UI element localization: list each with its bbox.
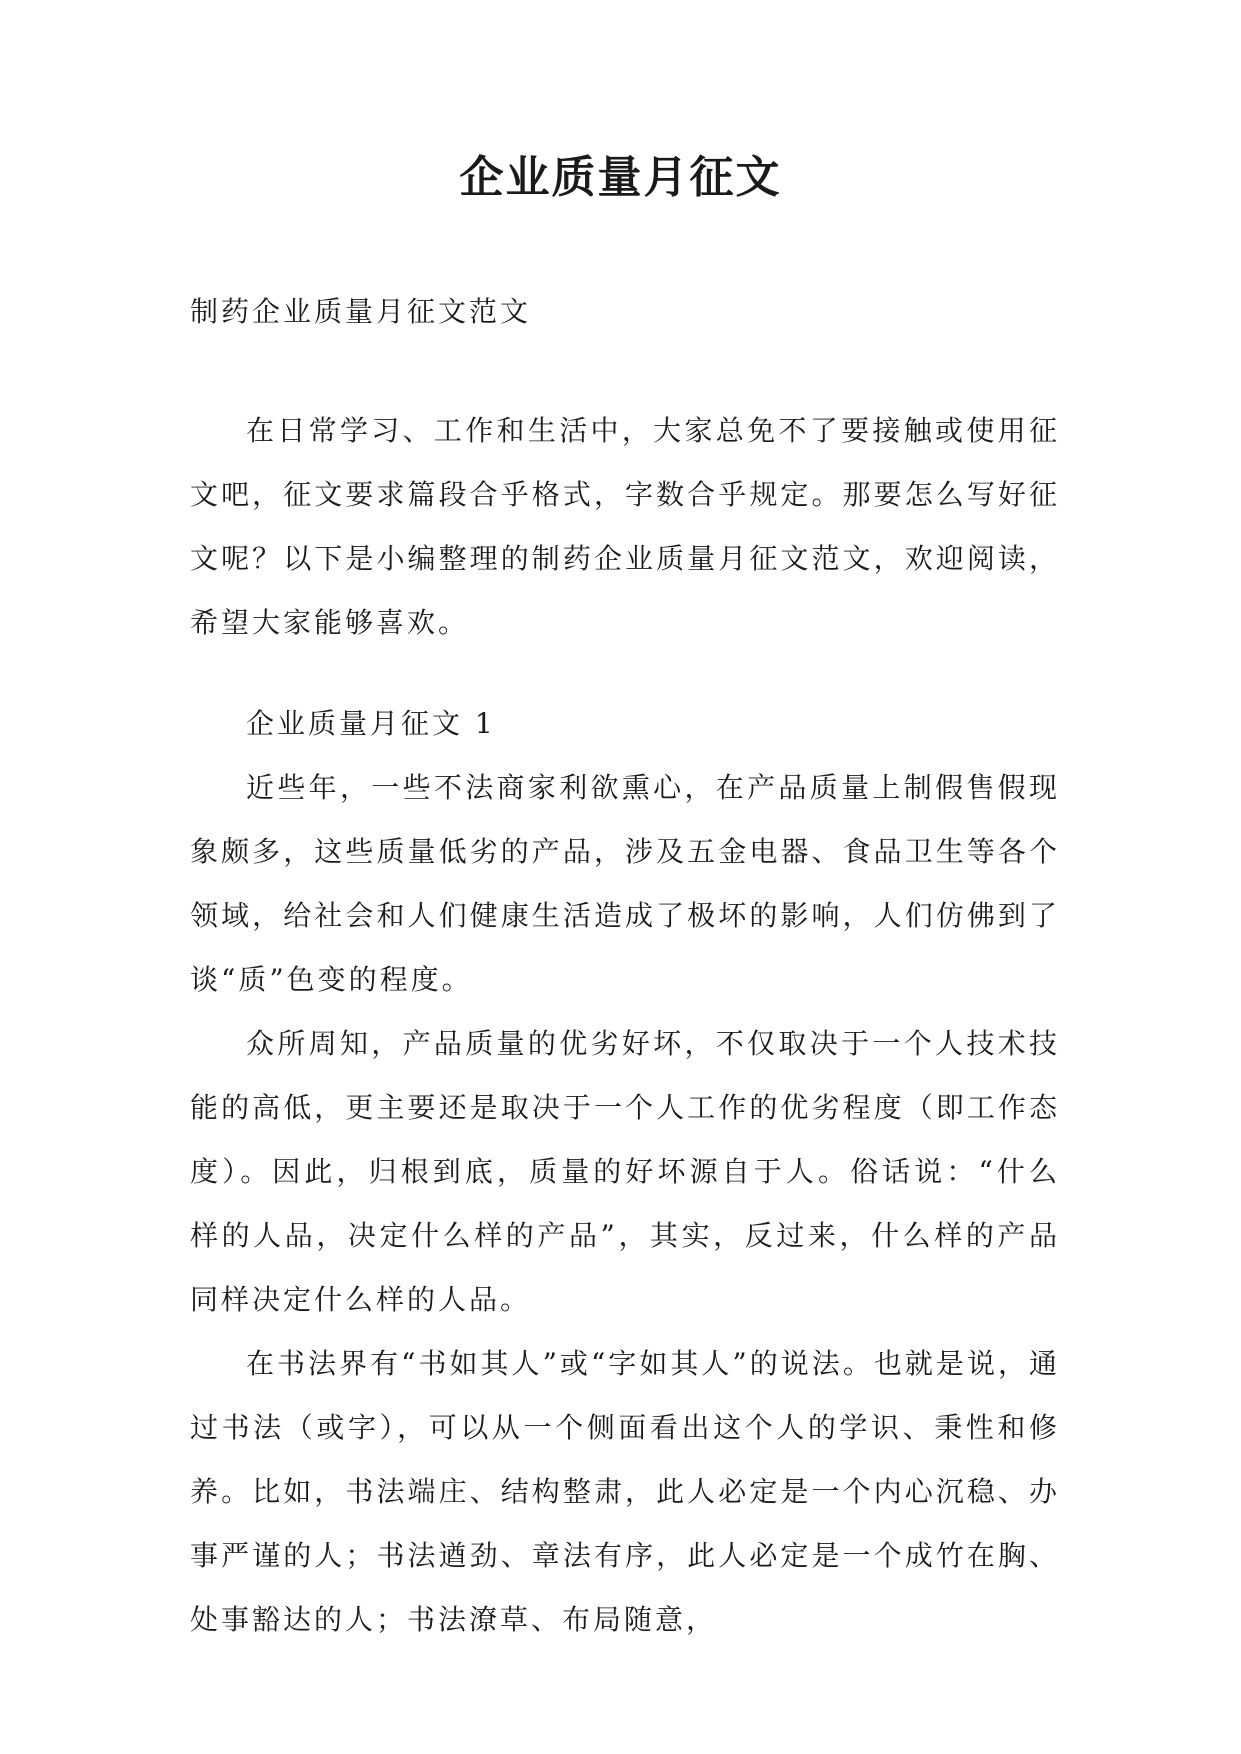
section-heading: 企业质量月征文 1: [246, 707, 496, 740]
article-section: [190, 692, 1060, 1652]
intro-paragraph: 在日常学习、工作和生活中，大家总免不了要接触或使用征文吧，征文要求篇段合乎格式，字数合乎规定。那要怎么写好征文呢？以下是小编整理的制药企业质量月征文范文，欢迎阅读，希望大家能够喜欢。: [190, 414, 1060, 639]
body-paragraph-3: 在书法界有“书如其人”或“字如其人”的说法。也就是说，通过书法（或字），可以从一个侧面看出这个人的学识、秉性和修养。比如，书法端庄、结构整肃，此人必定是一个内心沉稳、办事严谨的人；书法遒劲、章法有序，此人必定是一个成竹在胸、处事豁达的人；书法潦草、布局随意，: [190, 1347, 1060, 1636]
document-title: 企业质量月征文: [459, 152, 782, 203]
body-paragraph-1: 近些年，一些不法商家利欲熏心，在产品质量上制假售假现象颇多，这些质量低劣的产品，涉及五金电器、食品卫生等各个领域，给社会和人们健康生活造成了极坏的影响，人们仿佛到了谈“质”色变的程度。: [190, 771, 1060, 996]
body-paragraph-2: 众所周知，产品质量的优劣好坏，不仅取决于一个人技术技能的高低，更主要还是取决于一个人工作的优劣程度（即工作态度）。因此，归根到底，质量的好坏源自于人。俗话说：“什么样的人品，决定什么样的产品”，其实，反过来，什么样的产品同样决定什么样的人品。: [190, 1027, 1060, 1316]
intro-section: [190, 399, 1060, 655]
document-subtitle: 制药企业质量月征文范文: [190, 295, 532, 328]
